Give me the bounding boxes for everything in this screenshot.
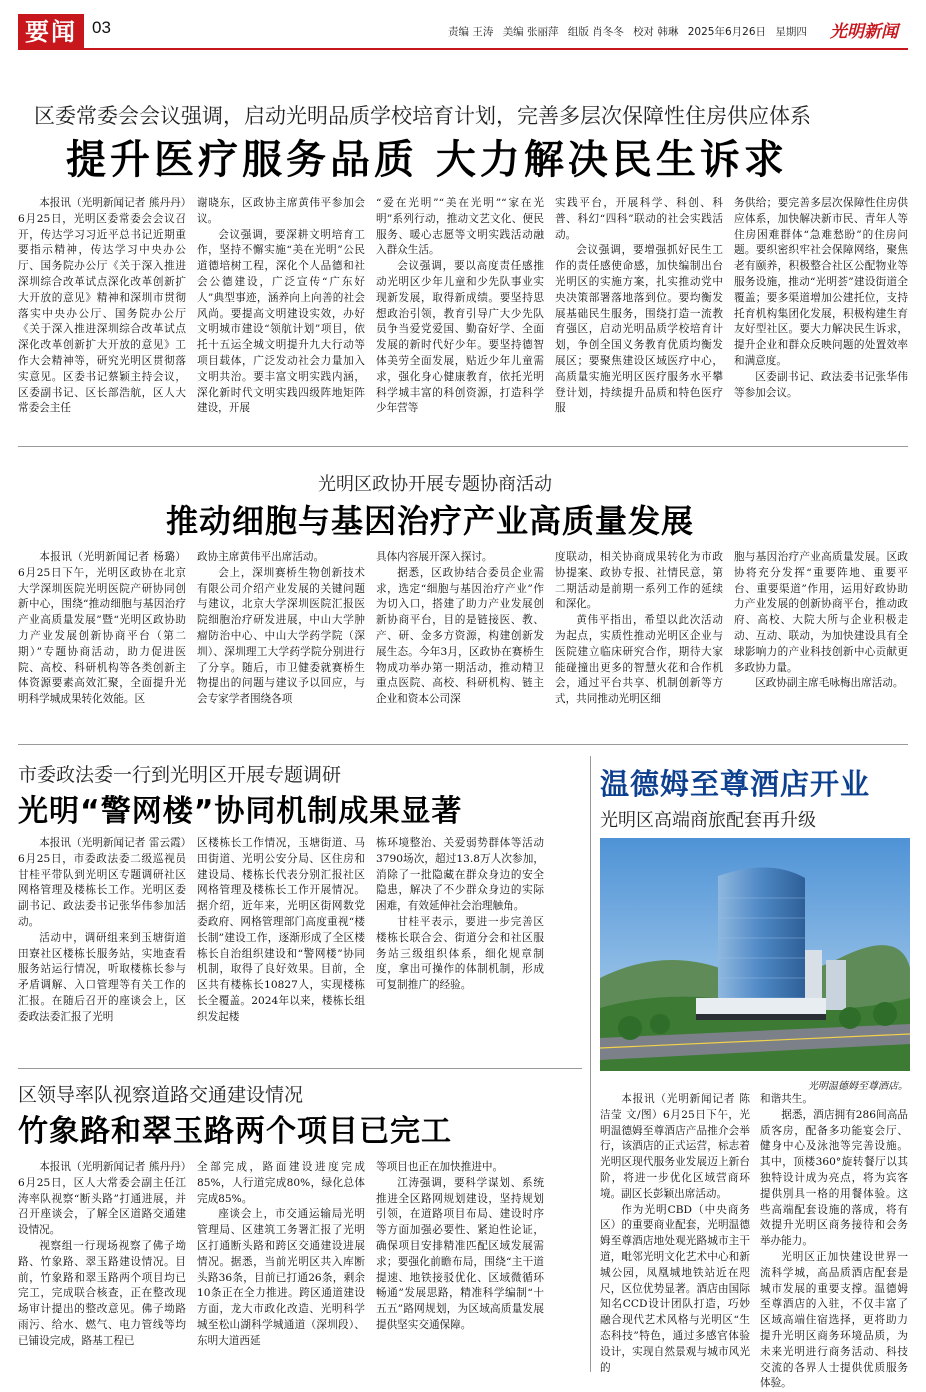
issue-date: 2025年6月26日 [687, 26, 767, 38]
story5-headline: 温德姆至尊酒店开业 [600, 767, 871, 801]
story1-col5 [734, 196, 908, 436]
story1-col4 [555, 196, 723, 436]
story1-col1 [18, 196, 186, 436]
column-divider [590, 756, 591, 1372]
story5-subheadline: 光明区高端商旅配套再升级 [600, 810, 816, 831]
paragraph: 黄伟平指出，希望以此次活动为起点，实质性推动光明区企业与医院建立临床研究合作，期待大家能碰撞出更多的智慧火花和合作机会，通过平台共享、机制创新等方式，共同推动光明区细 [555, 614, 723, 706]
section-tag: 要闻 [18, 14, 84, 50]
paragraph: 座谈会上，市交通运输局光明管理局、区建筑工务署汇报了光明区打通断头路和跨区交通建设进展情况。据悉，当前光明区共入库断头路36条，目前已打通26条，剩余10条正在全力推进。跨区通道建设方面，龙大市政化改造、光明科学城至松山湖科学城通道（深圳段）、东明大道西延 [197, 1208, 365, 1347]
paragraph: 据悉，酒店拥有286间高品质客房，配备多功能宴会厅、健身中心及泳池等完善设施。其中，顶楼360°旋转餐厅以其独特设计成为亮点，将为宾客提供別具一格的用餐体验。这些高端配套设施的落成，将有效提升光明区商务接待和会务举办能力。 [760, 1108, 908, 1248]
paragraph: 会议强调，要深耕文明培育工作，坚持不懈实施“美在光明”公民道德培树工程，深化个人品德和社会公德建设，广泛宣传“广东好人”典型事迹，涵养向上向善的社会风尚。要提高文明建设实效，办好文明城市建设“领航计划”项目，依托十五运全城文明提升九大行动等项目载体，广泛发动社会力量加入文明共治。要丰富文明实践内涵，深化新时代文明实践四级阵地矩阵建设，开展 [197, 228, 365, 415]
paragraph: 视察组一行现场视察了佛子坳路、竹象路、翠玉路建设情况。目前，竹象路和翠玉路两个项目均已完工，完成联合核查，正在整改现场审计提出的整改意见。佛子坳路雨污、给水、燃气、电力管线等均已铺设完成，路基工程已 [18, 1239, 186, 1347]
story2-col2 [197, 550, 365, 726]
paragraph: 胞与基因治疗产业高质量发展。区政协将充分发挥“重要阵地、重要平台、重要渠道”作用，运用好政协助力产业发展的创新协商平台，推动政府、高校、大院大所与企业积极走动、互动、联动，为加快建设具有全球影响力的产业科技创新中心贡献更多政协力量。 [734, 551, 908, 674]
paragraph: 区委副书记、政法委书记张华伟等参加会议。 [734, 370, 908, 399]
paragraph: 本报讯（光明新闻记者 雷云霞）6月25日，市委政法委二级巡视员甘桂平带队到光明区专题调研社区网格管理及楼栋长工作。光明区委副书记、政法委书记张华伟参加活动。 [18, 837, 186, 928]
story2-col3 [376, 550, 544, 726]
paragraph: 会议强调，要增强抓好民生工作的责任感使命感，加快编制出台光明区的实施方案，扎实推动党中央决策部署落地落到位。要均衡发展基础民生服务，围绕打造一流教育强区，启动光明品质学校培育计划，争创全国义务教育优质均衡发展区；要聚焦建设区域医疗中心，高质量实施光明区医疗服务水平攀登计划，持续提升品质和特色医疗服 [555, 244, 723, 415]
paragraph: 活动中，调研组来到玉塘街道田寮社区楼栋长服务站，实地查看服务站运行情况，听取楼栋长参与矛盾调解、入口管理等有关工作的汇报。在随后召开的座谈会上，区委政法委汇报了光明 [18, 931, 186, 1023]
paragraph: 作为光明CBD（中央商务区）的重要商业配套，光明温德姆至尊酒店地处观光路城市主干道，毗邻光明文化艺术中心和新城公园，凤凰城地铁站近在咫尺，区位优势显著。酒店由国际知名CCD设计团队打造，巧妙融合现代艺术风格与光明区“生态科技”特色，通过多感官体验设计，实现自然景观与城市风光的 [600, 1203, 750, 1374]
paragraph: 政协主席黄伟平出席活动。 [197, 551, 325, 563]
section-divider [18, 1068, 582, 1069]
section-divider [18, 446, 908, 447]
paragraph: 光明区正加快建设世界一流科学城，高品质酒店配套是城市发展的重要支撑。温德姆至尊酒店的入驻，不仅丰富了区域高端住宿选择，更将助力提升光明区商务环境品质，为未来光明进行商务活动、科技交流的各界人士提供优质服务体验。 [760, 1250, 908, 1390]
paragraph: 实践平台，开展科学、科创、科普、科幻“四科”联动的社会实践活动。 [555, 197, 723, 241]
story4-col3 [376, 1160, 544, 1372]
page-number: 03 [92, 18, 111, 37]
paragraph: 务供给；要完善多层次保障性住房供应体系，加快解决新市民、青年人等住房困难群体“急难愁盼”的住房问题。要织密织牢社会保障网络，聚焦老有颐养，积极整合社区公配物业等服务设施，推动“光明荟”建设街道全覆盖；要多渠道增加公建托位，支持托育机构集团化发展，积极构建生育友好型社区。要大力解决民生诉求，提升企业和群众反映问题的处置效率和满意度。 [734, 197, 908, 367]
photo-caption: 光明温德姆至尊酒店。 [808, 1081, 908, 1092]
paragraph: 等项目也正在加快推进中。 [376, 1161, 504, 1173]
story5-col2 [760, 1092, 908, 1390]
paragraph: “爱在光明”“美在光明”“家在光明”系列行动，推动文艺文化、便民服务、暖心志愿等文明实践活动融入群众生活。 [376, 197, 544, 257]
paragraph: 具体内容展开深入探讨。 [376, 551, 493, 563]
weekday: 星期四 [775, 26, 807, 38]
paragraph: 区政协副主席毛咏梅出席活动。 [755, 677, 904, 690]
section-divider [18, 744, 908, 745]
story4-headline: 竹象路和翠玉路两个项目已完工 [18, 1114, 452, 1149]
credit-layout: 组版 肖冬冬 [567, 26, 624, 38]
story1-kicker: 区委常委会会议强调，启动光明品质学校培育计划，完善多层次保障性住房供应体系 [34, 104, 811, 128]
paragraph: 江涛强调，要科学谋划、系统推进全区路网规划建设，坚持规划引领，在道路项目布局、建设时序等方面加强必要性、紧迫性论证，确保项目安排精准匹配区域发展需求；要强化前瞻布局，围绕“主干道提速、地铁接驳优化、区域微循环畅通”发展思路，精准科学编制“十五五”路网规划，为区域高质量发展提供坚实交通保障。 [376, 1176, 544, 1331]
building-photo-icon [600, 838, 910, 1071]
story3-col3 [376, 836, 544, 1056]
credit-art: 美编 张丽萍 [502, 26, 559, 38]
paragraph: 据悉，区政协结合委员企业需求，选定“细胞与基因治疗产业”作为切入口，搭建了助力产业发展创新协商平台，目的是链接医、教、产、研、金多方资源，构建创新发展生态。今年3月，区政协在赛桥生物成功举办第一期活动，推动精卫重点医院、高校、科研机构、链主企业和资本公司深 [376, 566, 544, 706]
story3-headline: 光明“警网楼”协同机制成果显著 [18, 794, 463, 829]
paragraph: 度联动，相关协商成果转化为市政协提案、政协专报、社情民意，第二期活动是前期一系列工作的延续和深化。 [555, 551, 723, 611]
paragraph: 栋环境整治、关爱弱势群体等活动3790场次，超过13.8万人次参加，消除了一批隐藏在群众身边的安全隐患，解决了不少群众身边的实际困难，有效延伸社会治理触角。 [376, 837, 544, 913]
paragraph: 本报讯（光明新闻记者 陈洁莹 文/图）6月25日下午，光明温德姆至尊酒店产品推介会举行，该酒店的正式运营，标志着光明区现代服务业发展迈上新台阶，将进一步优化区域营商环境。副区长彭颖出席活动。 [600, 1093, 750, 1200]
paragraph: 甘桂平表示，要进一步完善区楼栋长联合会、街道分会和社区服务站三级组织体系，细化规章制度，拿出可操作的体制机制，形成可复制推广的经验。 [376, 915, 544, 992]
paragraph: 本报讯（光明新闻记者 熊丹丹）6月25日，光明区委常委会会议召开，传达学习习近平总书记近期重要指示精神，传达学习中央办公厅、国务院办公厅《关于深入推进深圳综合改革试点深化改革创新扩大开放的意见》精神和深圳市贯彻落实中央办公厅、国务院办公厅《关于深入推进深圳综合改革试点深化改革创新扩大开放的意见》工作大会精神等，研究光明区贯彻落实意见。区委书记蔡颖主持会议，区委副书记、区长部浩航，区人大常委会主任 [18, 197, 186, 415]
paragraph: 会议强调，要以高度责任感推动光明区少年儿童和少先队事业实现新发展，取得新成绩。要坚持思想政治引领，教育引导广大少先队员争当爱党爱国、勤奋好学、全面发展的新时代好少年。要坚持德智体美劳全面发展，贴近少年儿童需求，强化身心健康教育，依托光明科学城丰富的科创资源，打造科学少年营等 [376, 260, 544, 415]
story3-col2 [197, 836, 365, 1056]
story2-col5 [734, 550, 908, 726]
story3-col1 [18, 836, 186, 1056]
hotel-photo [600, 838, 910, 1071]
header-divider [18, 48, 908, 50]
story1-col3 [376, 196, 544, 436]
paragraph: 本报讯（光明新闻记者 杨璐）6月25日下午，光明区政协在北京大学深圳医院光明医院产研协同创新中心，围绕“推动细胞与基因治疗产业高质量发展”暨“光明区政协助力产业发展创新协商平台（第二期）”专题协商活动，助力促进医院、高校、科研机构等各类创新主体资源要素高效汇聚，全面提升光明科学城成果转化效能。区 [18, 551, 186, 706]
story5-col1 [600, 1092, 750, 1372]
story2-headline: 推动细胞与基因治疗产业高质量发展 [166, 502, 695, 540]
paragraph: 谢晓东，区政协主席黄伟平参加会议。 [197, 197, 365, 225]
story1-headline: 提升医疗服务品质 大力解决民生诉求 [66, 137, 788, 183]
newspaper-logo: 光明新闻 [830, 22, 898, 42]
credit-editor: 责编 王涛 [448, 26, 494, 38]
story4-kicker: 区领导率队视察道路交通建设情况 [18, 1084, 304, 1106]
paragraph: 本报讯（光明新闻记者 熊丹丹）6月25日，区人大常委会副主任江涛率队视察“断头路”打通进展，并召开座谈会，了解全区道路交通建设情况。 [18, 1161, 186, 1237]
credit-proof: 校对 韩琳 [633, 26, 679, 38]
story4-col2 [197, 1160, 365, 1372]
paragraph: 会上，深圳赛桥生物创新技术有限公司介绍产业发展的关键问题与建议，北京大学深圳医院汇报医院细胞治疗研发进展，中山大学肿瘤防治中心、中山大学药学院（深圳）、深圳理工大学药学院分别进行了分享。随后，市卫健委就赛桥生物提出的问题与建议予以回应，与会专家学者围绕各项 [197, 566, 365, 706]
paragraph: 区楼栋长工作情况，玉塘街道、马田街道、光明公安分局、区住房和建设局、楼栋长代表分别汇报社区网格管理及楼栋长工作开展情况。据介绍，近年来，光明区街网数党委政府、网格管理部门高度重视“楼长制”建设工作，逐渐形成了全区楼栋长自治组织建设和“警网楼”协同机制，取得了良好效果。目前，全区共有楼栋长10827人，实现楼栋长全覆盖。2024年以来，楼栋长组织发起楼 [197, 837, 365, 1023]
paragraph: 和谐共生。 [760, 1093, 813, 1105]
story2-kicker: 光明区政协开展专题协商活动 [318, 474, 552, 495]
story1-col2 [197, 196, 365, 436]
story4-col1 [18, 1160, 186, 1372]
story3-kicker: 市委政法委一行到光明区开展专题调研 [18, 764, 342, 786]
credits-bar [448, 24, 813, 39]
paragraph: 全部完成，路面建设进度完成85%，人行道完成80%，绿化总体完成85%。 [197, 1161, 365, 1205]
story2-col1 [18, 550, 186, 726]
story2-col4 [555, 550, 723, 726]
